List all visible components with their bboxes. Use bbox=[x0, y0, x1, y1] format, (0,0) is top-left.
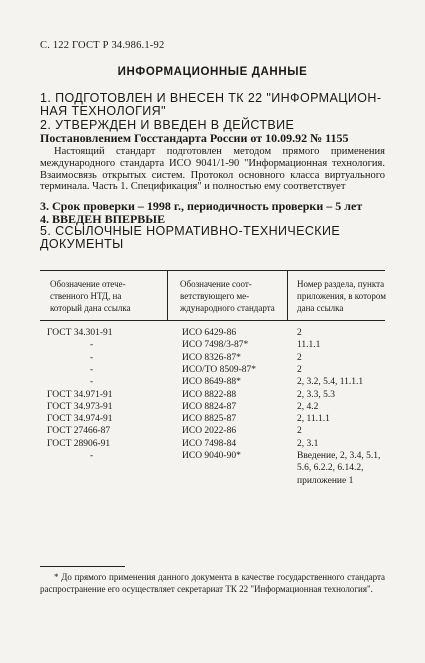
cell-international: ИСО/ТО 8509-87* bbox=[182, 364, 257, 375]
cell-domestic: ГОСТ 34.974-91 bbox=[47, 414, 113, 425]
column-header-section bbox=[297, 278, 392, 314]
column-header-domestic bbox=[50, 278, 165, 314]
cell-domestic: - bbox=[90, 377, 94, 388]
page-header: С. 122 ГОСТ Р 34.986.1-92 bbox=[40, 40, 165, 51]
cell-section: 2, 3.3, 5.3 bbox=[297, 389, 335, 400]
cell-domestic: - bbox=[90, 364, 94, 375]
cell-section: приложение 1 bbox=[297, 475, 354, 486]
cell-domestic: ГОСТ 27466-87 bbox=[47, 426, 111, 437]
cell-international: ИСО 8824-87 bbox=[182, 401, 237, 412]
table-top-rule bbox=[40, 270, 385, 271]
cell-section: 2 bbox=[297, 328, 302, 338]
cell-international: ИСО 8822-88 bbox=[182, 389, 237, 400]
cell-section: 2 bbox=[297, 364, 302, 375]
item-5 bbox=[40, 225, 385, 251]
page-title: ИНФОРМАЦИОННЫЕ ДАННЫЕ bbox=[117, 66, 308, 78]
cell-international: ИСО 9040-90* bbox=[182, 451, 241, 461]
cell-domestic: ГОСТ 34.973-91 bbox=[47, 401, 113, 412]
item-2-paragraph: Настоящий стандарт подготовлен методом прямого применения международного стандарта ИСО 9041/1-90 "Информационная технология. Взаимосвязь открытых систем. Протокол основного класса виртуального терминала. Часть 1. Спецификация" и полностью ему соответствует bbox=[40, 146, 385, 193]
cell-international: ИСО 2022-86 bbox=[182, 426, 237, 437]
cell-section: 5.6, 6.2.2, 6.14.2, bbox=[297, 463, 364, 474]
header-line: который дана ссылка bbox=[50, 303, 131, 313]
column-header-international bbox=[180, 278, 285, 314]
cell-international: ИСО 7498/3-87* bbox=[182, 340, 249, 351]
table-header-rule bbox=[40, 320, 385, 321]
cell-domestic: ГОСТ 34.971-91 bbox=[47, 389, 113, 400]
cell-domestic: ГОСТ 28906-91 bbox=[47, 438, 111, 449]
cell-domestic: - bbox=[90, 451, 94, 461]
cell-international: ИСО 7498-84 bbox=[182, 438, 237, 449]
item-2-decree: Постановлением Госстандарта России от 10.09.92 № 1155 bbox=[40, 131, 349, 145]
item-5-text: 5. ССЫЛОЧНЫЕ НОРМАТИВНО-ТЕХНИЧЕСКИЕ ДОКУМЕНТЫ bbox=[40, 224, 341, 251]
header-line: ственного НТД, на bbox=[50, 291, 122, 301]
item-4-text: 4. ВВЕДЕН ВПЕРВЫЕ bbox=[40, 212, 166, 226]
cell-section: 2, 4.2 bbox=[297, 401, 319, 412]
cell-section: 2 bbox=[297, 426, 302, 437]
cell-section: 2, 3.2, 5.4, 11.1.1 bbox=[297, 377, 364, 388]
footnote: * До прямого применения данного документа в качестве государственного стандарта распространение его осуществляет секретариат ТК 22 "Информационная технология". bbox=[40, 572, 385, 594]
column-divider bbox=[167, 270, 168, 320]
item-1 bbox=[40, 92, 385, 118]
footnote-rule bbox=[40, 566, 125, 567]
header-line: ветствующего ме- bbox=[180, 291, 250, 301]
cell-section: 2, 3.1 bbox=[297, 438, 319, 449]
cell-international: ИСО 8649-88* bbox=[182, 377, 241, 388]
item-2 bbox=[40, 119, 385, 145]
header-line: ждународного стандарта bbox=[180, 303, 275, 313]
cell-domestic: ГОСТ 34.301-91 bbox=[47, 328, 113, 338]
header-line: Обозначение соот- bbox=[180, 279, 252, 289]
cell-section: 11.1.1 bbox=[297, 340, 321, 351]
item-3-text: 3. Срок проверки – 1998 г., периодичность проверки – 5 лет bbox=[40, 199, 363, 213]
item-2-heading: 2. УТВЕРЖДЕН И ВВЕДЕН В ДЕЙСТВИЕ bbox=[40, 118, 295, 132]
header-line: приложения, в котором bbox=[297, 291, 386, 301]
cell-international: ИСО 8825-87 bbox=[182, 414, 237, 425]
cell-domestic: - bbox=[90, 352, 94, 363]
header-line: Номер раздела, пункта bbox=[297, 279, 385, 289]
header-line: дана ссылка bbox=[297, 303, 344, 313]
cell-section: Введение, 2, 3.4, 5.1, bbox=[297, 451, 381, 461]
cell-section: 2 bbox=[297, 352, 302, 363]
column-divider bbox=[287, 270, 288, 320]
item-1-text: 1. ПОДГОТОВЛЕН И ВНЕСЕН ТК 22 "ИНФОРМАЦИОН-НАЯ ТЕХНОЛОГИЯ" bbox=[40, 91, 382, 118]
cell-international: ИСО 6429-86 bbox=[182, 328, 237, 338]
cell-domestic: - bbox=[90, 340, 94, 351]
header-line: Обозначение отече- bbox=[50, 279, 126, 289]
cell-section: 2, 11.1.1 bbox=[297, 414, 330, 425]
cell-international: ИСО 8326-87* bbox=[182, 352, 241, 363]
